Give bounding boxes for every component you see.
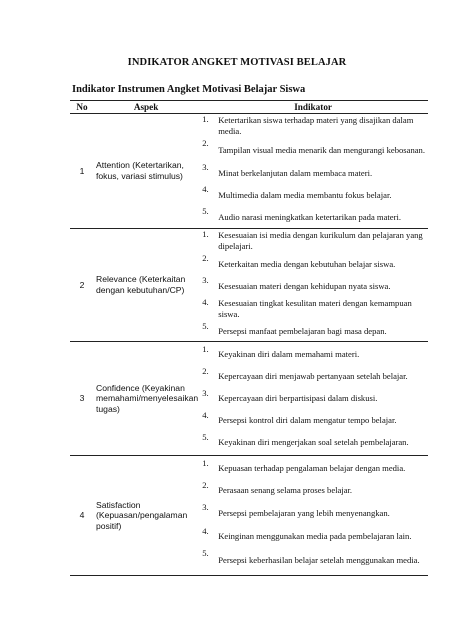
indicator-text: Keterkaitan media dengan kebutuhan belajar siswa. [218, 258, 396, 269]
row-indicators [198, 456, 428, 576]
row-indicators [198, 114, 428, 229]
indicator-text: Kesesuaian tingkat kesulitan materi dengan kemampuan siswa. [218, 298, 412, 319]
row-indicators [198, 342, 428, 456]
indicator-item [202, 548, 428, 574]
indicator-item [202, 480, 428, 502]
indicator-text: Keyakinan diri mengerjakan soal setelah pembelajaran. [218, 437, 409, 448]
indicator-list [198, 458, 428, 574]
indicator-number: 4. [202, 297, 209, 307]
table-body [70, 114, 428, 576]
indicator-number: 1. [202, 229, 209, 239]
indicator-item [202, 502, 428, 526]
indicator-text: Persepsi pembelajaran yang lebih menyenangkan. [218, 508, 390, 519]
table-row [70, 114, 428, 229]
indicator-text: Audio narasi meningkatkan ketertarikan pada materi. [218, 211, 402, 222]
indicator-number: 2. [202, 365, 209, 376]
indicator-list [198, 229, 428, 341]
indicator-item [202, 388, 428, 410]
indicator-item [202, 344, 428, 366]
indicator-text: Keinginan menggunakan media pada pembelajaran lain. [218, 531, 412, 542]
indicator-number: 1. [202, 114, 209, 124]
indicator-text: Kepercayaan diri menjawab pertanyaan setelah belajar. [218, 371, 408, 382]
indicator-text: Multimedia dalam media membantu fokus belajar. [218, 189, 392, 200]
indicator-item [202, 162, 428, 184]
indicator-text: Keyakinan diri dalam memahami materi. [218, 349, 360, 360]
indicator-number: 4. [202, 409, 209, 420]
indicator-text: Persepsi kontrol diri dalam mengatur tempo belajar. [218, 415, 397, 426]
indicator-item [202, 366, 428, 388]
row-number: 4 [70, 456, 94, 576]
indicator-number: 2. [202, 253, 209, 263]
indicator-number: 4. [202, 525, 209, 536]
indicator-number: 1. [202, 343, 209, 354]
indicator-number: 5. [202, 431, 209, 442]
indicator-number: 2. [202, 479, 209, 490]
document-title: INDIKATOR ANGKET MOTIVASI BELAJAR [127, 57, 347, 68]
header-indicator: Indikator [198, 101, 428, 114]
indicator-item [202, 526, 428, 548]
indicator-item [202, 253, 428, 275]
indicator-text: Kepuasan terhadap pengalaman belajar dengan media. [218, 463, 406, 474]
indicator-number: 5. [202, 547, 209, 558]
indicator-number: 3. [202, 387, 209, 398]
indicator-text: Persepsi manfaat pembelajaran bagi masa depan. [218, 325, 387, 336]
indicator-number: 3. [202, 501, 209, 512]
indicator-text: Ketertarikan siswa terhadap materi yang disajikan dalam media. [218, 115, 414, 136]
indicator-item [202, 297, 428, 321]
indicator-item [202, 229, 428, 253]
row-number: 1 [70, 114, 94, 229]
indicator-number: 1. [202, 457, 209, 468]
indicator-item [202, 432, 428, 454]
indicator-text: Tampilan visual media menarik dan mengurangi kebosanan. [218, 144, 425, 155]
row-number: 2 [70, 229, 94, 342]
table-row [70, 342, 428, 456]
row-aspect: Satisfaction (Kepuasan/pengalaman positif) [94, 456, 198, 576]
indicator-item [202, 275, 428, 297]
indicator-list [198, 114, 428, 228]
indicator-text: Kesesuaian isi media dengan kurikulum dan pelajaran yang dipelajari. [218, 230, 423, 251]
table-header-row [70, 101, 428, 114]
indicator-text: Persepsi keberhasilan belajar setelah menggunakan media. [218, 555, 420, 566]
indicator-text: Kepercayaan diri berpartisipasi dalam diskusi. [218, 393, 378, 404]
indicator-table [70, 100, 428, 576]
indicator-text: Minat berkelanjutan dalam membaca materi. [218, 167, 373, 178]
indicator-number: 4. [202, 184, 209, 194]
indicator-item [202, 206, 428, 228]
indicator-item [202, 184, 428, 206]
row-aspect: Confidence (Keyakinan memahami/menyelesaikan tugas) [94, 342, 198, 456]
header-no: No [70, 101, 94, 114]
header-aspect: Aspek [94, 101, 198, 114]
table-row [70, 229, 428, 342]
indicator-item [202, 114, 428, 138]
row-number: 3 [70, 342, 94, 456]
row-aspect: Relevance (Keterkaitan dengan kebutuhan/CP) [94, 229, 198, 342]
indicator-number: 3. [202, 275, 209, 285]
indicator-item [202, 458, 428, 480]
indicator-number: 3. [202, 162, 209, 172]
row-indicators [198, 229, 428, 342]
indicator-item [202, 410, 428, 432]
indicator-item [202, 321, 428, 341]
indicator-text: Perasaan senang selama proses belajar. [218, 485, 353, 496]
indicator-list [198, 344, 428, 454]
indicator-item [202, 138, 428, 162]
document-subtitle: Indikator Instrumen Angket Motivasi Belajar Siswa [72, 84, 306, 95]
indicator-text: Kesesuaian materi dengan kehidupan nyata siswa. [218, 280, 391, 291]
table-row [70, 456, 428, 576]
indicator-number: 5. [202, 206, 209, 216]
indicator-number: 5. [202, 321, 209, 331]
row-aspect: Attention (Ketertarikan, fokus, variasi stimulus) [94, 114, 198, 229]
indicator-number: 2. [202, 138, 209, 148]
